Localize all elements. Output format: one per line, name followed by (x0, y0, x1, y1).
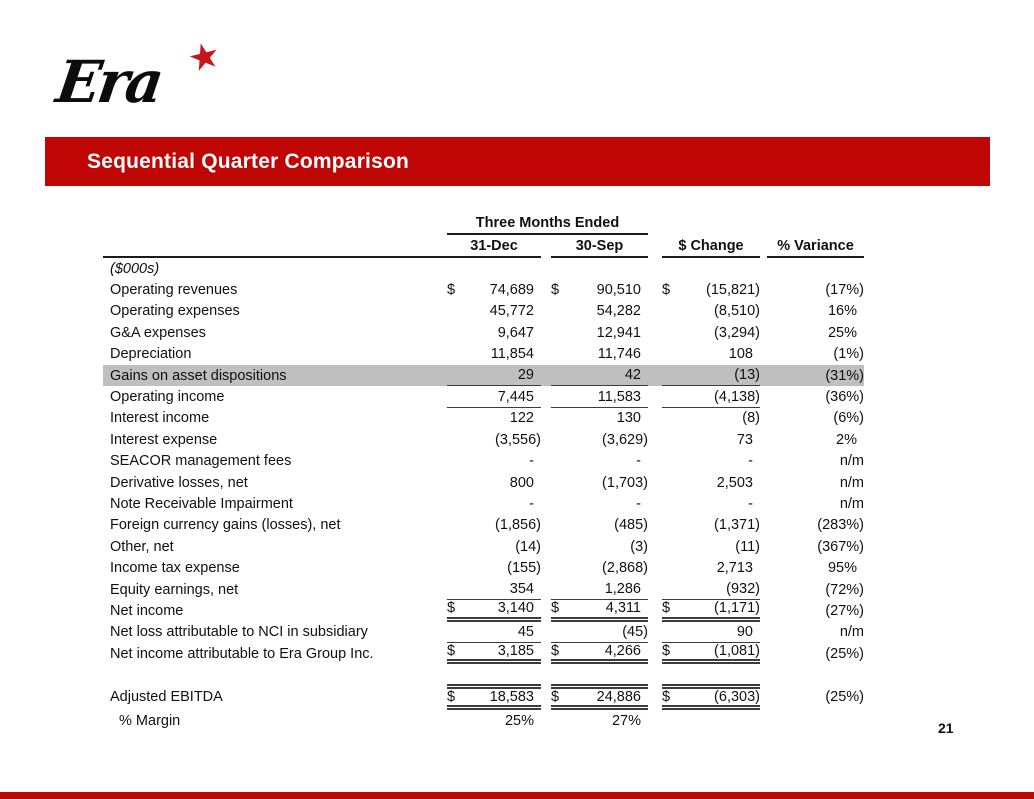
cell-value: 2% (836, 431, 857, 448)
table-cell (648, 408, 760, 429)
cell-value: 7,445 (497, 388, 534, 405)
table-cell (541, 451, 648, 472)
table-cell (440, 472, 541, 493)
cell-value: (1,171) (714, 600, 760, 617)
table-cell (440, 493, 541, 514)
cell-value: (2,868) (602, 560, 648, 577)
cell-value: - (529, 453, 534, 470)
table-cell (440, 301, 541, 322)
cell-value: (25%) (825, 689, 864, 706)
table-cell (648, 322, 760, 343)
cell-value: 24,886 (596, 689, 641, 706)
cell-value: (1%) (833, 346, 864, 363)
table-cell (541, 472, 648, 493)
cell-value: - (529, 495, 534, 512)
dollar-sign: $ (551, 689, 560, 706)
table-row (103, 429, 864, 450)
table-row (103, 472, 864, 493)
dollar-sign: $ (662, 689, 671, 706)
dollar-sign: $ (551, 643, 560, 660)
page-number: 21 (938, 720, 954, 736)
table-row (103, 301, 864, 322)
table-row (103, 579, 864, 600)
cell-value: (367%) (817, 538, 864, 555)
cell-value: (17%) (825, 282, 864, 299)
table-cell (760, 684, 864, 710)
cell-value: n/m (839, 453, 864, 470)
table-cell (760, 493, 864, 514)
cell-value: 130 (616, 410, 641, 427)
column-header-cell (648, 235, 760, 258)
row-label: Operating revenues (110, 282, 238, 299)
cell-value: (1,371) (714, 517, 760, 534)
table-cell (760, 710, 864, 731)
cell-value: (1,856) (495, 517, 541, 534)
table-cell (648, 451, 760, 472)
cell-value: 2,713 (716, 560, 753, 577)
table-cell (440, 408, 541, 429)
table-cell (760, 536, 864, 557)
cell-value: (4,138) (714, 388, 760, 405)
column-header-30-sep: 30-Sep (551, 235, 648, 258)
table-cell (760, 429, 864, 450)
cell-value: 3,185 (497, 643, 534, 660)
table-cell (648, 600, 760, 621)
table-cell (760, 622, 864, 643)
table-row (103, 684, 864, 710)
table-row (103, 643, 864, 664)
table-row (103, 408, 864, 429)
cell-value: 4,311 (605, 600, 641, 617)
cell-value: 45,772 (489, 303, 534, 320)
cell-value: (3,294) (714, 324, 760, 341)
table-cell (541, 579, 648, 600)
cell-value: 11,854 (490, 346, 534, 363)
column-header-dollar-change: $ Change (662, 235, 760, 258)
table-cell (648, 365, 760, 386)
cell-value: (25%) (825, 645, 864, 662)
table-row (103, 322, 864, 343)
table-spacer-row (103, 664, 864, 684)
cell-value: 122 (509, 410, 534, 427)
table-cell (648, 386, 760, 407)
row-label: % Margin (119, 713, 181, 730)
row-label: Net income (110, 602, 184, 619)
table-cell (541, 344, 648, 365)
table-row (103, 515, 864, 536)
table-cell (648, 279, 760, 300)
table-cell (440, 579, 541, 600)
column-header-cell (541, 235, 648, 258)
cell-value: 11,583 (597, 388, 641, 405)
dollar-sign: $ (662, 643, 671, 660)
group-header: Three Months Ended (447, 212, 648, 235)
table-row (103, 536, 864, 557)
table-cell (541, 408, 648, 429)
cell-value: (1,081) (714, 643, 760, 660)
cell-value: (11) (735, 538, 760, 555)
table-cell (541, 710, 648, 731)
row-label: Income tax expense (110, 560, 240, 577)
cell-value: 18,583 (489, 689, 534, 706)
row-label: Gains on asset dispositions (110, 367, 287, 384)
cell-value: 29 (517, 367, 534, 384)
table-group-header-row (103, 212, 864, 235)
row-label: Operating expenses (110, 303, 240, 320)
table-cell (440, 622, 541, 643)
cell-value: (8,510) (714, 303, 760, 320)
row-label: Interest expense (110, 431, 218, 448)
cell-value: (1,703) (602, 474, 648, 491)
cell-value: 800 (509, 474, 534, 491)
table-cell (541, 684, 648, 710)
page-title: Sequential Quarter Comparison (87, 149, 410, 173)
table-cell (440, 258, 541, 279)
cell-value: (15,821) (705, 282, 760, 299)
table-header-row (103, 235, 864, 258)
cell-value: (3,629) (602, 431, 648, 448)
table-cell (648, 684, 760, 710)
dollar-sign: $ (447, 643, 456, 660)
table-cell (541, 643, 648, 664)
table-cell (648, 493, 760, 514)
cell-value: n/m (839, 495, 864, 512)
table-cell (440, 515, 541, 536)
cell-value: (45) (622, 623, 648, 640)
cell-value: 25% (504, 713, 534, 730)
table-row (103, 258, 864, 279)
row-label: Foreign currency gains (losses), net (110, 517, 341, 534)
row-label: ($000s) (110, 260, 160, 277)
table-row (103, 451, 864, 472)
table-cell (648, 557, 760, 578)
table-cell (440, 344, 541, 365)
cell-value: n/m (839, 474, 864, 491)
row-label: Other, net (110, 538, 174, 555)
cell-value: (27%) (825, 602, 864, 619)
cell-value: 12,941 (596, 324, 641, 341)
era-logo-text: Era (52, 48, 166, 116)
table-cell (760, 643, 864, 664)
row-label: Depreciation (110, 346, 192, 363)
footer-bar (0, 792, 1034, 799)
table-cell (760, 472, 864, 493)
cell-value: - (748, 495, 753, 512)
table-cell (648, 472, 760, 493)
era-logo (52, 32, 287, 132)
table-cell (760, 515, 864, 536)
table-cell (541, 386, 648, 407)
cell-value: 73 (736, 431, 753, 448)
row-label: Operating income (110, 389, 225, 406)
table-cell (760, 557, 864, 578)
dollar-sign: $ (447, 282, 456, 299)
table-cell (541, 322, 648, 343)
table-cell (541, 600, 648, 621)
column-header-31-dec: 31-Dec (470, 237, 518, 254)
table-cell (648, 622, 760, 643)
cell-value: (36%) (825, 389, 864, 406)
cell-value: 25% (827, 324, 857, 341)
table-cell (440, 600, 541, 621)
table-cell (541, 557, 648, 578)
table-cell (760, 279, 864, 300)
cell-value: (31%) (825, 367, 864, 384)
table-cell (648, 429, 760, 450)
cell-value: 354 (509, 581, 534, 598)
table-row (103, 557, 864, 578)
cell-value: (283%) (817, 517, 864, 534)
cell-value: 45 (517, 623, 534, 640)
table-cell (440, 322, 541, 343)
table-cell (541, 536, 648, 557)
cell-value: (155) (507, 560, 541, 577)
cell-value: 74,689 (489, 282, 534, 299)
cell-value: 108 (728, 346, 753, 363)
row-label: Equity earnings, net (110, 581, 239, 598)
row-label: Net loss attributable to NCI in subsidiary (110, 624, 368, 641)
row-label: Net income attributable to Era Group Inc. (110, 645, 374, 662)
dollar-sign: $ (662, 282, 671, 299)
cell-value: 54,282 (596, 303, 641, 320)
table-cell (440, 536, 541, 557)
cell-value: 27% (611, 713, 641, 730)
header-underline-span (103, 235, 541, 258)
dollar-sign: $ (551, 600, 560, 617)
cell-value: (13) (734, 367, 760, 384)
table-row (103, 600, 864, 621)
table-row (103, 344, 864, 365)
column-header-percent-variance: % Variance (767, 235, 864, 258)
title-banner (45, 137, 990, 186)
table-cell (648, 579, 760, 600)
cell-value: (3,556) (495, 431, 541, 448)
cell-value: 95% (827, 560, 857, 577)
table-cell (541, 429, 648, 450)
table-cell (541, 279, 648, 300)
table-row (103, 279, 864, 300)
cell-value: (932) (726, 581, 760, 598)
table-cell (648, 344, 760, 365)
cell-value: 9,647 (497, 324, 534, 341)
cell-value: 3,140 (497, 600, 534, 617)
star-icon: ★ (183, 32, 225, 81)
table-body (103, 258, 864, 732)
table-cell (541, 515, 648, 536)
table-row (103, 386, 864, 407)
table-cell (440, 365, 541, 386)
table-cell (760, 386, 864, 407)
table-cell (541, 258, 648, 279)
table-cell (440, 684, 541, 710)
table-cell (541, 365, 648, 386)
cell-value: n/m (839, 624, 864, 641)
table-cell (440, 557, 541, 578)
cell-value: (3) (630, 538, 648, 555)
table-cell (760, 301, 864, 322)
dollar-sign: $ (447, 689, 456, 706)
cell-value: 4,266 (604, 643, 641, 660)
table-row (103, 365, 864, 386)
cell-value: 90,510 (596, 282, 641, 299)
comparison-table (103, 212, 864, 732)
table-cell (760, 258, 864, 279)
cell-value: (485) (614, 517, 648, 534)
table-cell (648, 515, 760, 536)
cell-value: (8) (742, 410, 760, 427)
row-label: G&A expenses (110, 324, 206, 341)
table-cell (760, 322, 864, 343)
table-cell (648, 301, 760, 322)
cell-value: - (636, 453, 641, 470)
table-cell (440, 710, 541, 731)
table-cell (760, 365, 864, 386)
row-label: Interest income (110, 410, 210, 427)
row-label: Note Receivable Impairment (110, 495, 293, 512)
table-cell (440, 386, 541, 407)
table-cell (760, 344, 864, 365)
cell-value: 16% (827, 303, 857, 320)
table-cell (440, 643, 541, 664)
cell-value: (14) (515, 538, 541, 555)
dollar-sign: $ (447, 600, 456, 617)
table-cell (648, 710, 760, 731)
dollar-sign: $ (662, 600, 671, 617)
table-cell (648, 536, 760, 557)
cell-value: (6,303) (714, 689, 760, 706)
table-cell (541, 493, 648, 514)
table-row (103, 622, 864, 643)
table-cell (760, 408, 864, 429)
cell-value: (6%) (833, 410, 864, 427)
cell-value: - (748, 453, 753, 470)
table-cell (648, 258, 760, 279)
table-cell (648, 643, 760, 664)
table-cell (760, 600, 864, 621)
cell-value: 1,286 (604, 581, 641, 598)
table-cell (541, 301, 648, 322)
cell-value: 11,746 (597, 346, 641, 363)
cell-value: 42 (624, 367, 641, 384)
table-cell (440, 279, 541, 300)
row-label: Derivative losses, net (110, 474, 248, 491)
row-label: SEACOR management fees (110, 453, 292, 470)
table-row (103, 710, 864, 731)
cell-value: 90 (736, 623, 753, 640)
table-cell (440, 429, 541, 450)
dollar-sign: $ (551, 282, 560, 299)
column-header-cell (760, 235, 864, 258)
cell-value: (72%) (825, 581, 864, 598)
table-cell (440, 451, 541, 472)
row-label: Adjusted EBITDA (110, 689, 223, 706)
table-cell (541, 622, 648, 643)
table-cell (760, 579, 864, 600)
table-cell (760, 451, 864, 472)
cell-value: 2,503 (716, 474, 753, 491)
table-row (103, 493, 864, 514)
cell-value: - (636, 495, 641, 512)
